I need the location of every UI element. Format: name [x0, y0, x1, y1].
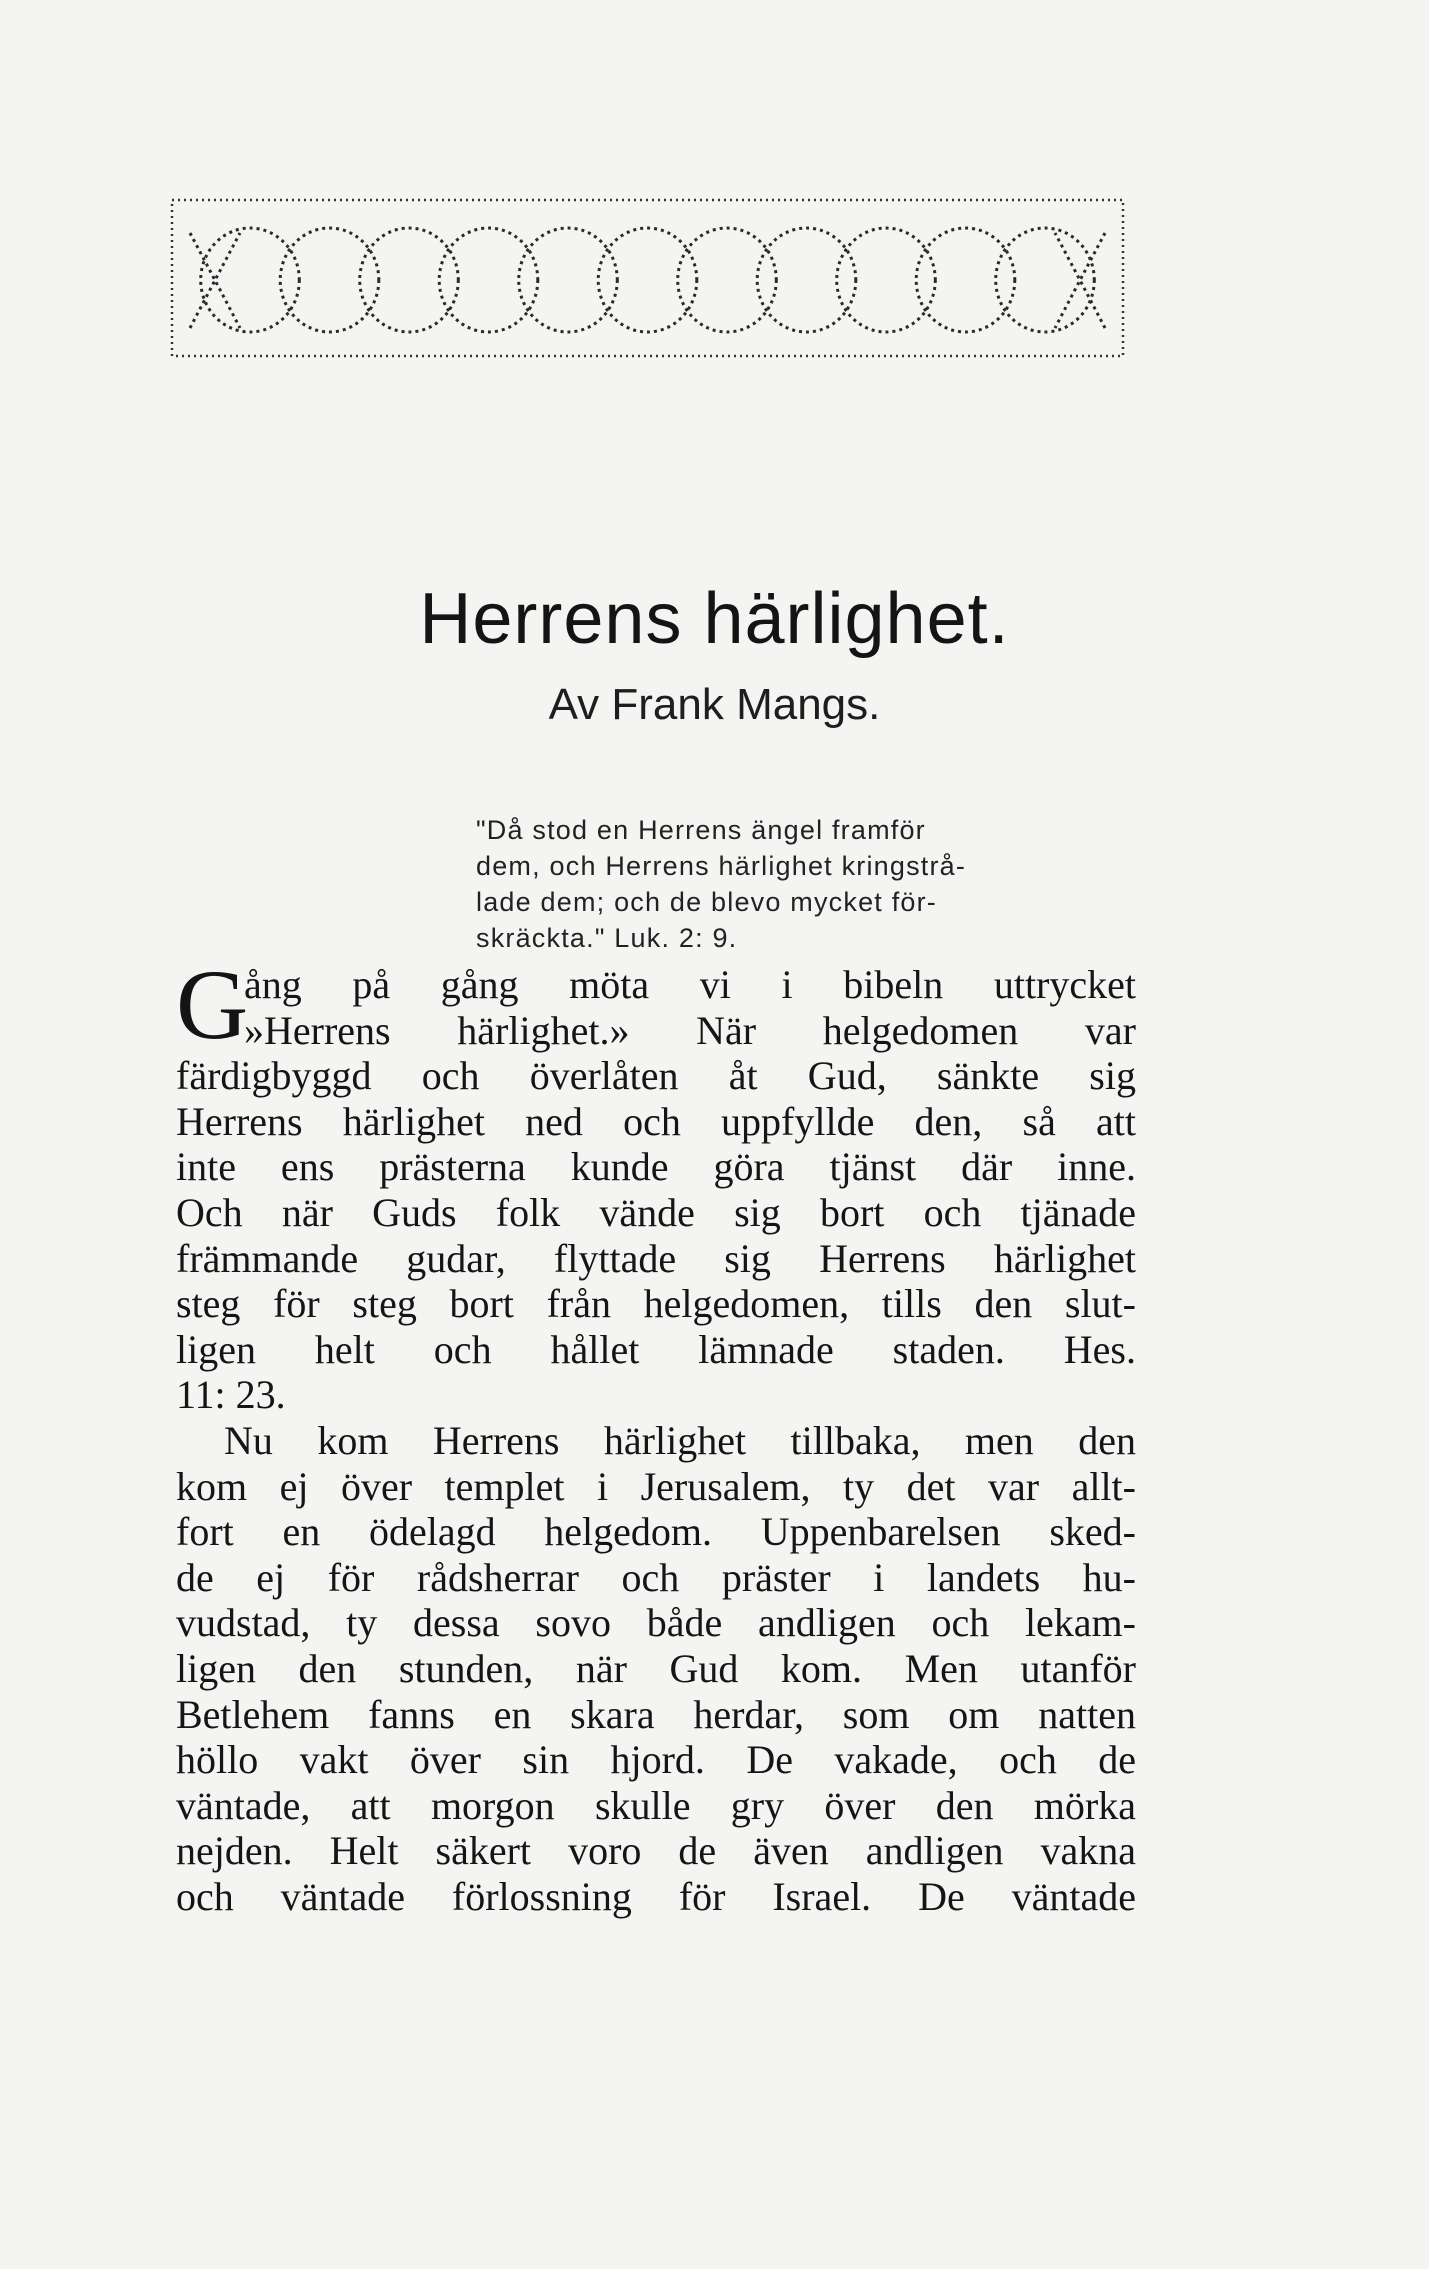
body-line: främmande gudar, flyttade sig Herrens härlighet [176, 1235, 1136, 1281]
body-line: vudstad, ty dessa sovo både andligen och lekam- [176, 1600, 1136, 1646]
body-line: inte ens prästerna kunde göra tjänst där inne. [176, 1144, 1136, 1190]
body-line: nejden. Helt säkert voro de även andligen vakna [176, 1828, 1136, 1874]
body-line: höllo vakt över sin hjord. De vakade, och de [176, 1737, 1136, 1783]
drop-cap: G [176, 949, 249, 1060]
body-line: Nu kom Herrens härlighet tillbaka, men den [224, 1417, 1136, 1463]
epigraph-quote [476, 812, 1136, 956]
body-line: fort en ödelagd helgedom. Uppenbarelsen sked- [176, 1509, 1136, 1555]
body-line: ång på gång möta vi i bibeln uttrycket [244, 962, 1136, 1007]
body-line: ligen helt och hållet lämnade staden. Hes. [176, 1326, 1136, 1372]
article-title: Herrens härlighet. [419, 579, 1010, 659]
epigraph-line: skräckta." Luk. 2: 9. [476, 923, 738, 953]
body-line: färdigbyggd och överlåten åt Gud, sänkte sig [176, 1053, 1136, 1099]
epigraph-line: lade dem; och de blevo mycket för- [476, 887, 938, 917]
body-line: 11: 23. [176, 1372, 286, 1418]
body-line: steg för steg bort från helgedomen, tills den slut- [176, 1281, 1136, 1327]
body-line: kom ej över templet i Jerusalem, ty det var allt- [176, 1463, 1136, 1509]
epigraph-line: dem, och Herrens härlighet kringstrå- [476, 851, 967, 881]
article-author: Av Frank Mangs. [548, 680, 881, 729]
body-line: väntade, att morgon skulle gry över den mörka [176, 1782, 1136, 1828]
body-line: och väntade förlossning för Israel. De väntade [176, 1873, 1136, 1919]
body-line: Herrens härlighet ned och uppfyllde den, så att [176, 1098, 1136, 1144]
epigraph-line: "Då stod en Herrens ängel framför [476, 815, 926, 845]
article-body [176, 962, 1136, 1919]
body-line: ligen den stunden, när Gud kom. Men utanför [176, 1645, 1136, 1691]
body-line: Och när Guds folk vände sig bort och tjänade [176, 1189, 1136, 1235]
body-line: »Herrens härlighet.» När helgedomen var [244, 1007, 1136, 1053]
body-line: Betlehem fanns en skara herdar, som om natten [176, 1691, 1136, 1737]
body-line: de ej för rådsherrar och präster i landets hu- [176, 1554, 1136, 1600]
ornament-border-icon [170, 198, 1125, 358]
